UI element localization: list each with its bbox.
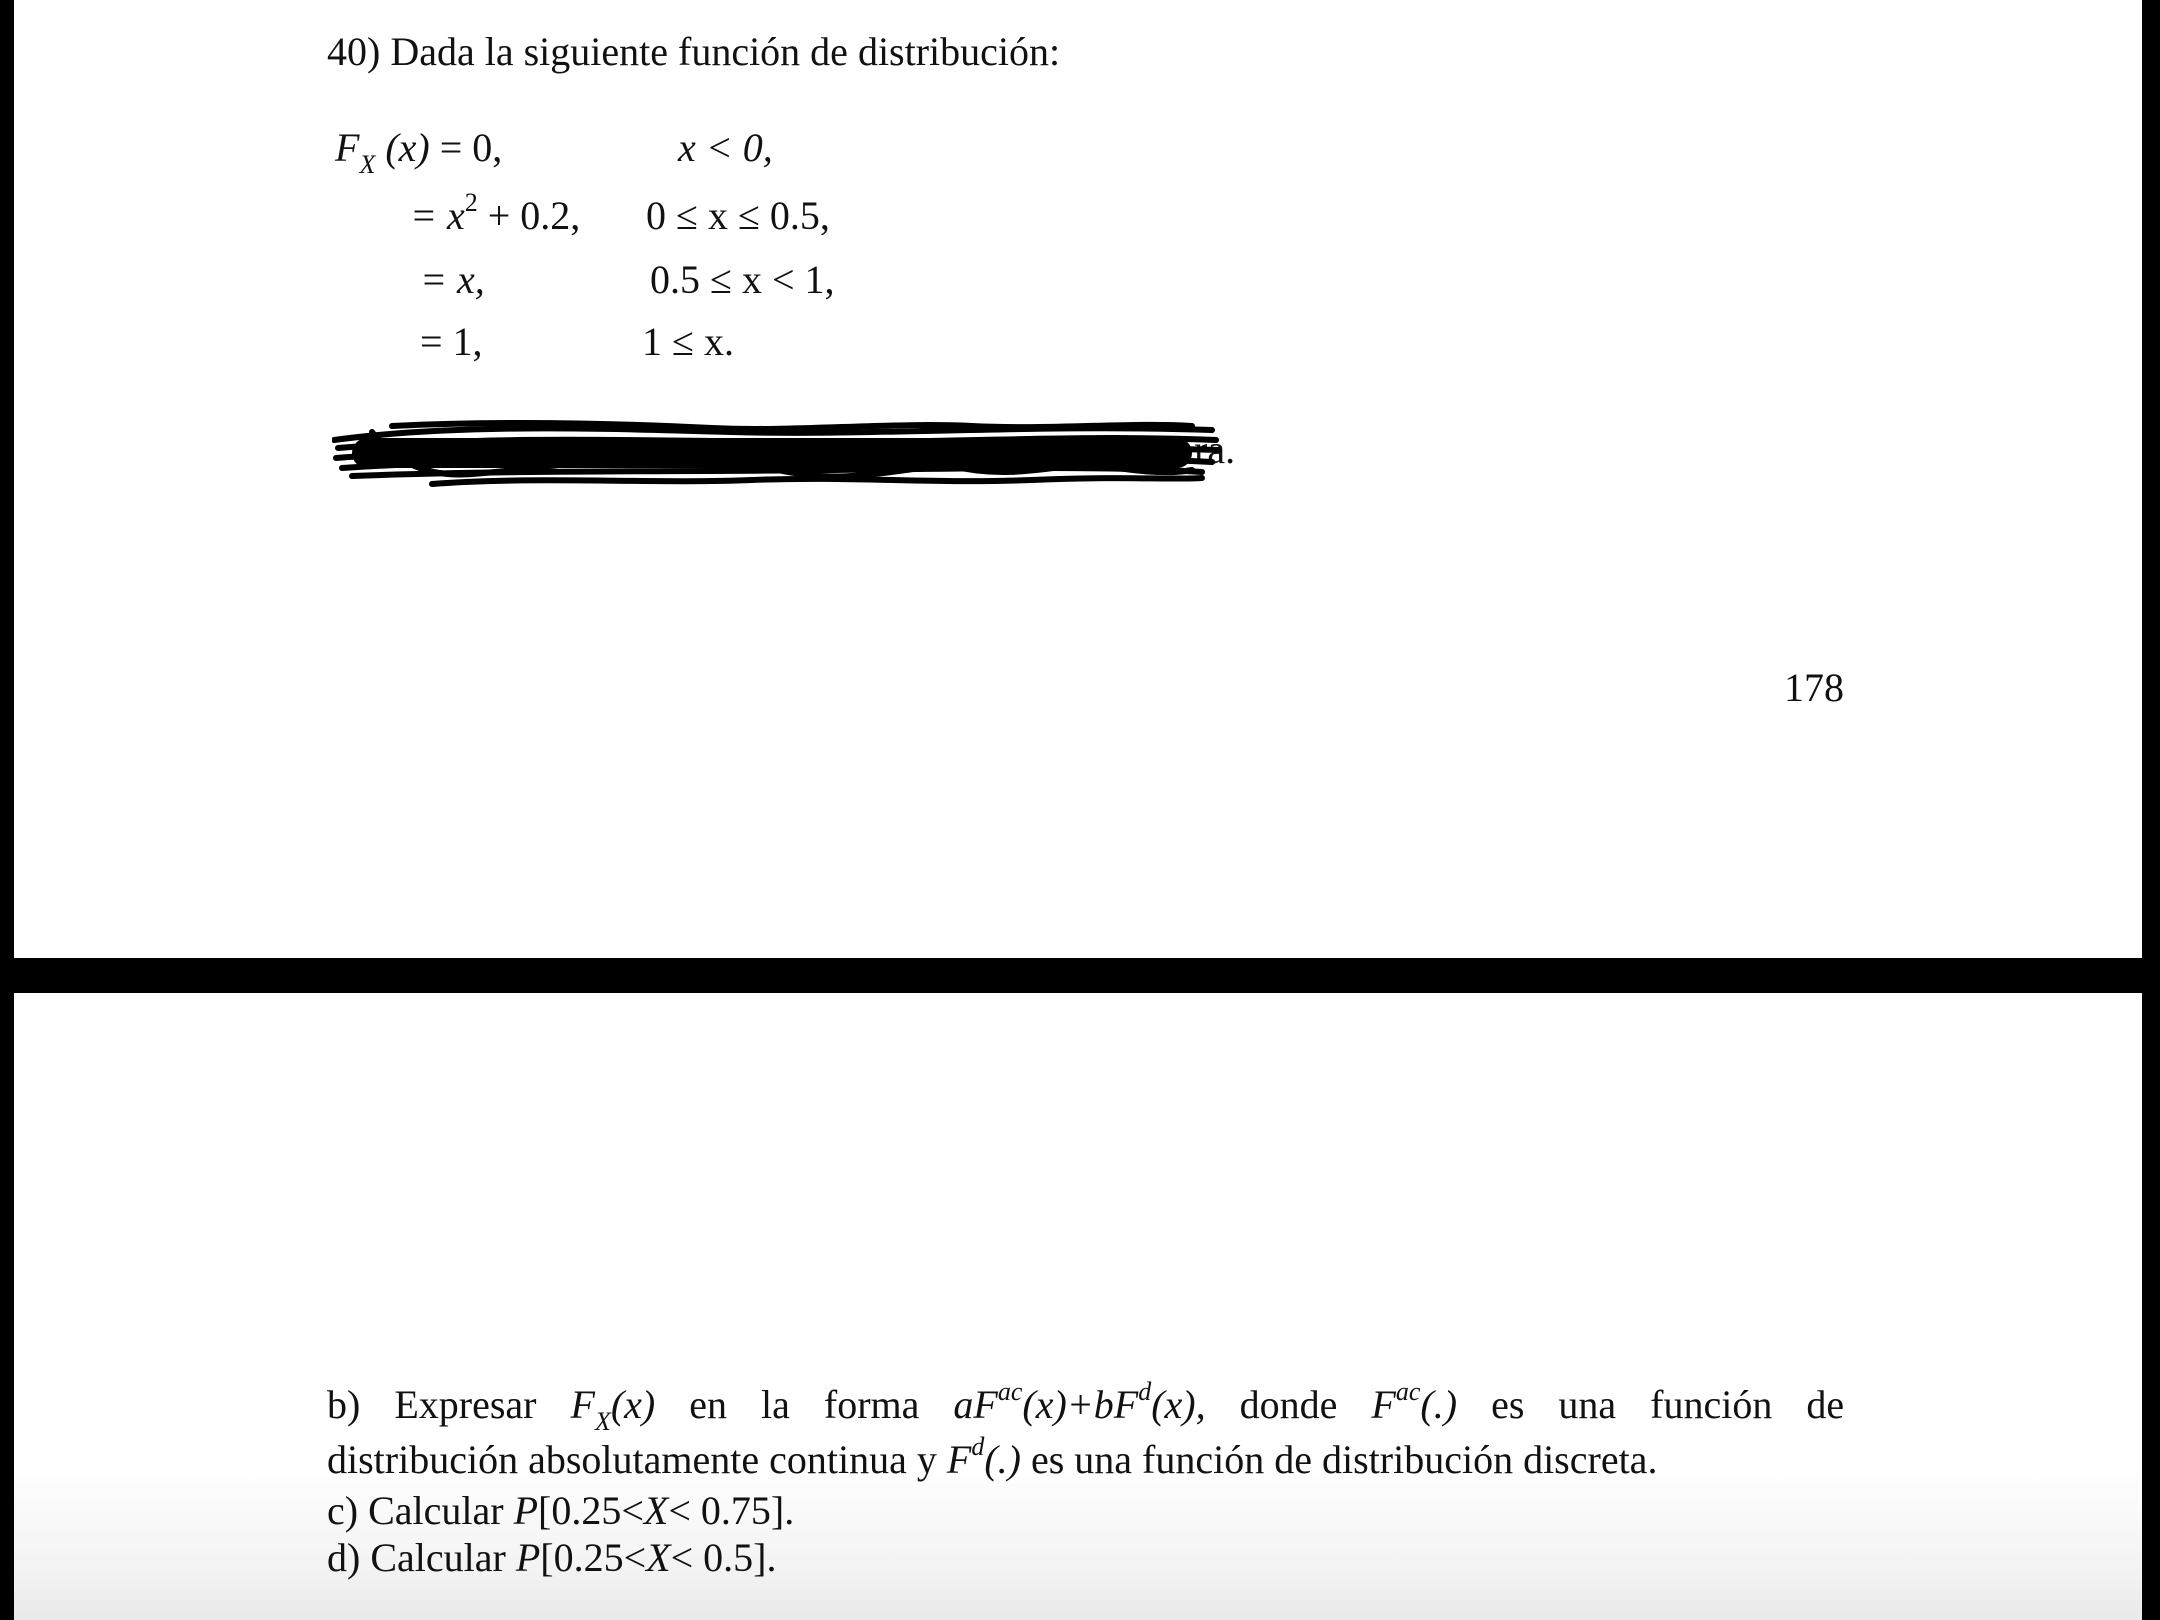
piece-condition-2: 0 ≤ x ≤ 0.5, [646,193,830,238]
part-b-line-2: distribución absolutamente continua y $F^d(.)$ es una función de distribución discreta. [327,1432,1658,1482]
page-number: 178 [1784,665,1844,710]
piece-expression-4: = 1, [420,319,483,364]
piece-expression-2: = $x^2 + 0.2$, [410,188,581,238]
part-b-line-1: b) Expresar $F_X(x)$ en la forma $aF^{ac}(x)+bF^d(x)$, donde $F^{ac}(.)$ es una función de [327,1377,1845,1436]
scribble-redaction [332,418,1232,488]
part-c: c) Calcular P[0.25<X< 0.75]. [327,1488,795,1533]
piece-condition-4: 1 ≤ x. [642,319,734,364]
scribbled-item-tail: ra. [1194,427,1236,472]
piece-expression-3: = x, [420,257,485,302]
part-b [327,1377,1844,1581]
fac-expression: $F^{ac}(.)$ [1371,1377,1458,1427]
piece-condition-3: 0.5 ≤ x < 1, [650,257,835,302]
problem-heading: 40) Dada la siguiente función de distribución: [327,29,1061,74]
function-label: $F_X$ (x) = 0, [335,125,503,179]
piece-condition-1: x < 0, [678,125,773,170]
fd-expression: $F^d(.)$ [946,1432,1021,1482]
decomposition-form: $aF^{ac}(x)+bF^d(x)$, [953,1377,1206,1427]
fx-expression: $F_X(x)$ [570,1382,656,1436]
part-d: d) Calcular P[0.25<X< 0.5]. [327,1535,777,1580]
page-bottom [14,993,2142,1620]
page-top [14,0,2142,958]
